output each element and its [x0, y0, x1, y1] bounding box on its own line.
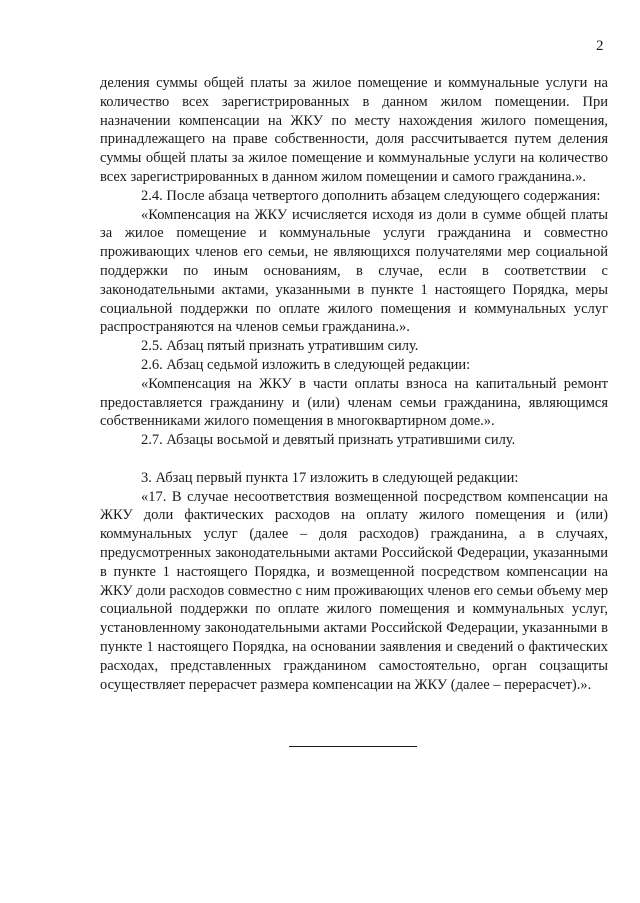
paragraph-2-6-quote: «Компенсация на ЖКУ в части оплаты взноса на капитальный ремонт предоставляется гражданину и (или) членам семьи гражданина, являющимся собственниками жилого помещения в многоквартирном доме.».	[100, 375, 608, 430]
paragraph-3-quote: «17. В случае несоответствия возмещенной посредством компенсации на ЖКУ доли фактических расходов на оплату жилого помещения и (или) коммунальных услуг (далее – доля расходов) гражданина, а в случаях, предусмотренных законодательными актами Российской Федерации, указанными в пункте 1 настоящего Порядка, и возмещенной посредством компенсации на ЖКУ доли расходов совместно с ним проживающих членов его семьи объему мер социальной поддержки по оплате жилого помещения и коммунальных услуг, установленному законодательными актами Российской Федерации, указанными в пункте 1 настоящего Порядка, на основании заявления и сведений о фактических расходах, представленных гражданином самостоятельно, орган соцзащиты осуществляет перерасчет размера компенсации на ЖКУ (далее – перерасчет).».	[100, 488, 609, 693]
paragraph-2-4-quote: «Компенсация на ЖКУ исчисляется исходя из доли в сумме общей платы за жилое помещение и коммунальные услуги гражданина и совместно проживающих членов его семьи, не являющихся получателями мер социальной поддержки по иным основаниям, в случае, если в соответствии с законодательными актами, указанными в пункте 1 настоящего Порядка, меры социальной поддержки по оплате жилого помещения и коммунальных услуг распространяются на членов семьи гражданина.».	[100, 206, 608, 336]
end-divider-line	[289, 746, 417, 747]
paragraph-3: 3. Абзац первый пункта 17 изложить в следующей редакции:	[141, 469, 519, 486]
paragraph-2-4: 2.4. После абзаца четвертого дополнить абзацем следующего содержания:	[141, 187, 601, 204]
document-body	[100, 74, 608, 694]
paragraph-2-5: 2.5. Абзац пятый признать утратившим силу.	[141, 338, 419, 355]
paragraph-2-6: 2.6. Абзац седьмой изложить в следующей редакции:	[141, 356, 471, 373]
page-number: 2	[596, 38, 604, 54]
paragraph-continuation: деления суммы общей платы за жилое помещение и коммунальные услуги на количество всех зарегистрированных в данном жилом помещении. При назначении компенсации на ЖКУ по месту нахождения жилого помещения, принадлежащего на праве собственности, доля рассчитывается путем деления суммы общей платы за жилое помещение и коммунальные услуги на количество всех зарегистрированных в данном жилом помещении и самого гражданина.».	[100, 75, 608, 185]
paragraph-2-7: 2.7. Абзацы восьмой и девятый признать утратившими силу.	[141, 432, 516, 449]
